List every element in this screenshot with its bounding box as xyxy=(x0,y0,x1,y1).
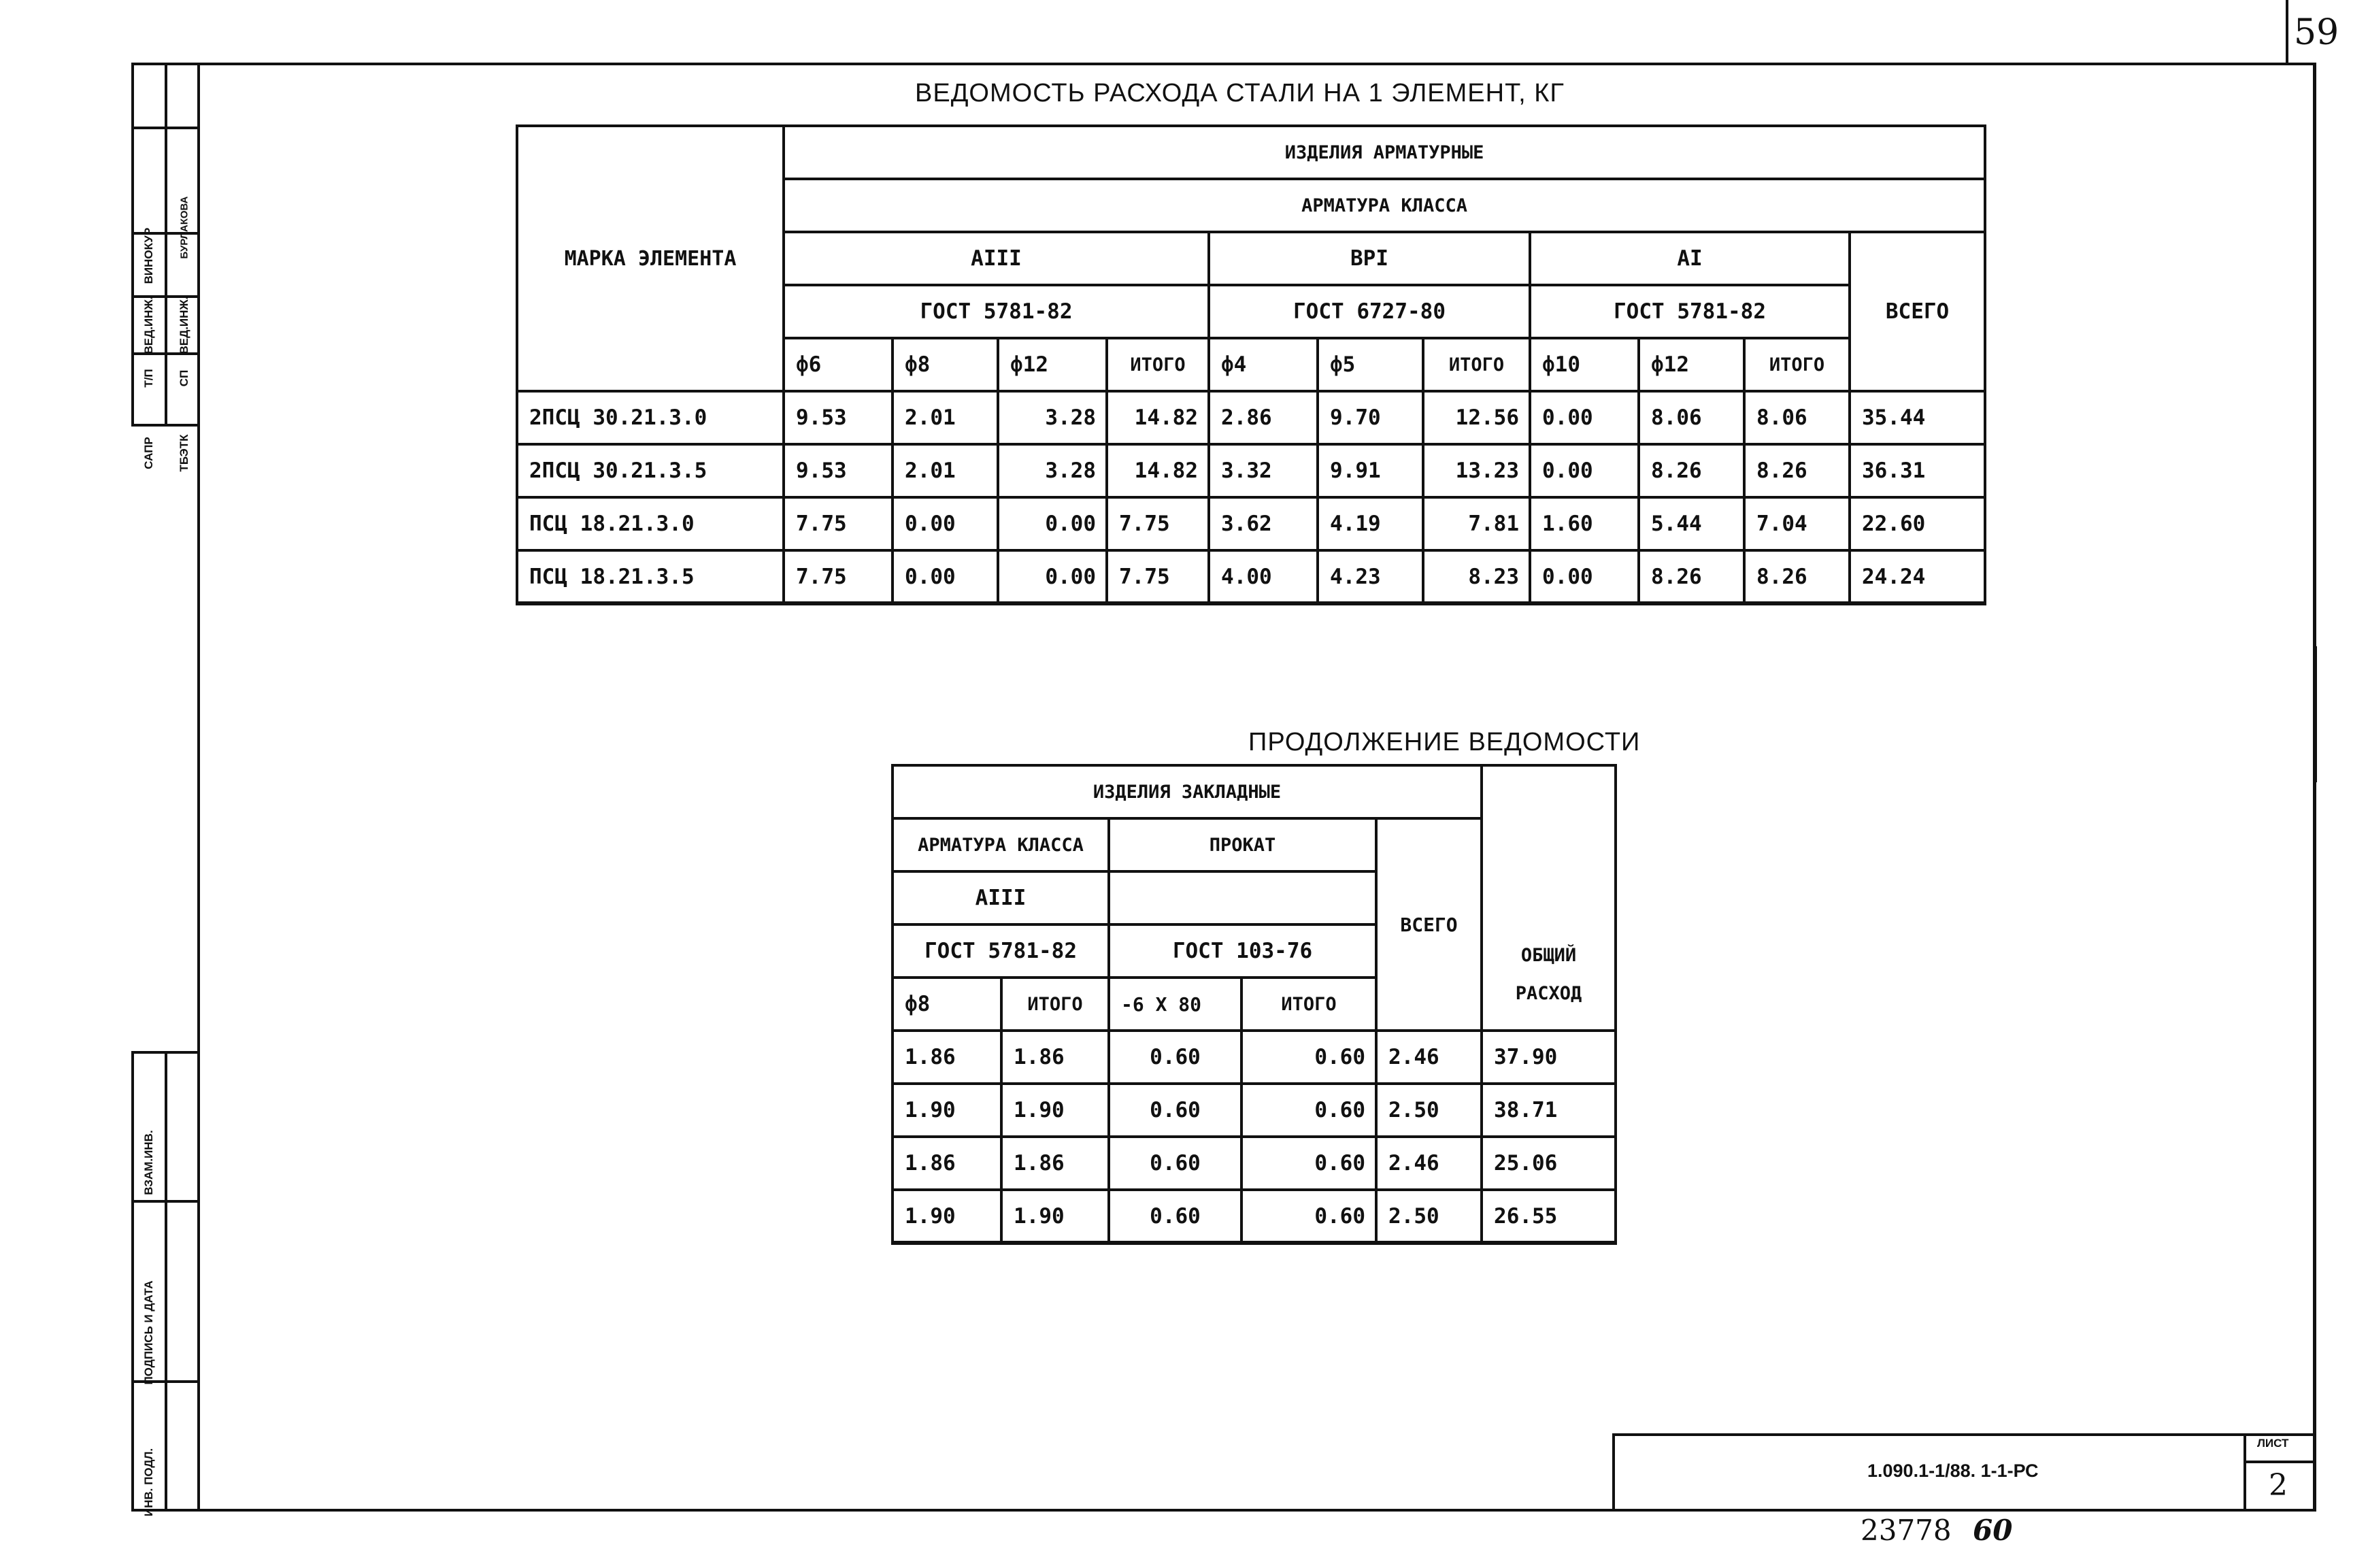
gost-a3-header: ГОСТ 5781-82 xyxy=(893,924,1109,978)
class-a3-header: АIII xyxy=(784,232,1209,285)
value-cell: 8.23 xyxy=(1423,550,1530,603)
value-cell: 9.53 xyxy=(784,444,893,497)
value-cell: 3.28 xyxy=(998,391,1107,444)
page-number-bar xyxy=(2286,0,2288,63)
gost-rolled-header: ГОСТ 103-76 xyxy=(1109,924,1376,978)
sheet-label: ЛИСТ xyxy=(2257,1437,2289,1450)
archive-number: 23778 xyxy=(1861,1514,1952,1547)
value-cell: 0.00 xyxy=(893,550,998,603)
signer-name-3: СП xyxy=(178,369,190,387)
value-cell: 2.46 xyxy=(1376,1031,1482,1084)
table-row xyxy=(517,550,1985,603)
value-cell: 3.28 xyxy=(998,444,1107,497)
total-cell: 35.44 xyxy=(1850,391,1985,444)
subtotal-header: ИТОГО xyxy=(1001,978,1109,1031)
profile-header: -6 Х 80 xyxy=(1109,978,1241,1031)
element-mark: 2ПСЦ 30.21.3.0 xyxy=(517,391,784,444)
value-cell: 8.26 xyxy=(1744,550,1850,603)
diameter-header: ф8 xyxy=(893,338,998,391)
table-row xyxy=(517,444,1985,497)
gost-vr1-header: ГОСТ 6727-80 xyxy=(1209,285,1530,338)
value-cell: 0.60 xyxy=(1241,1190,1376,1243)
reinforcement-class-header: АРМАТУРА КЛАССА xyxy=(893,818,1109,871)
signer-role-2: ВЕД.ИНЖ. xyxy=(142,296,155,354)
diameter-header: ф10 xyxy=(1530,338,1639,391)
value-cell: 2.86 xyxy=(1209,391,1318,444)
value-cell: 1.86 xyxy=(893,1137,1001,1190)
value-cell: 13.23 xyxy=(1423,444,1530,497)
overall-cell: 37.90 xyxy=(1482,1031,1616,1084)
value-cell: 0.60 xyxy=(1109,1084,1241,1137)
total-header: ВСЕГО xyxy=(1850,232,1985,391)
value-cell: 1.86 xyxy=(893,1031,1001,1084)
reinforcement-class-header: АРМАТУРА КЛАССА xyxy=(784,179,1985,232)
overall-cell: 26.55 xyxy=(1482,1190,1616,1243)
value-cell: 1.90 xyxy=(1001,1084,1109,1137)
strip-column-divider xyxy=(165,1054,167,1509)
title-block-divider xyxy=(2244,1433,2246,1512)
continuation-title: ПРОДОЛЖЕНИЕ ВЕДОМОСТИ xyxy=(1248,728,1641,756)
value-cell: 4.00 xyxy=(1209,550,1318,603)
strip-column-divider xyxy=(165,65,167,424)
frame-right-mark xyxy=(2313,646,2317,782)
replacement-inventory-label: ВЗАМ.ИНВ. xyxy=(142,1130,155,1195)
value-cell: 0.00 xyxy=(893,497,998,550)
gost-a1-header: ГОСТ 5781-82 xyxy=(1530,285,1850,338)
value-cell: 1.86 xyxy=(1001,1031,1109,1084)
value-cell: 8.26 xyxy=(1639,444,1744,497)
value-cell: 8.06 xyxy=(1744,391,1850,444)
left-signature-strip xyxy=(131,63,200,472)
value-cell: 8.26 xyxy=(1639,550,1744,603)
total-cell: 22.60 xyxy=(1850,497,1985,550)
value-cell: 0.60 xyxy=(1109,1031,1241,1084)
value-cell: 12.56 xyxy=(1423,391,1530,444)
value-cell: 5.44 xyxy=(1639,497,1744,550)
embedded-products-header: ИЗДЕЛИЯ ЗАКЛАДНЫЕ xyxy=(893,765,1482,818)
element-mark: 2ПСЦ 30.21.3.5 xyxy=(517,444,784,497)
steel-consumption-table xyxy=(516,124,1986,605)
page-number: 59 xyxy=(2294,12,2339,53)
value-cell: 2.50 xyxy=(1376,1084,1482,1137)
value-cell: 7.81 xyxy=(1423,497,1530,550)
value-cell: 7.75 xyxy=(784,550,893,603)
value-cell: 0.60 xyxy=(1109,1190,1241,1243)
total-header: ВСЕГО xyxy=(1376,818,1482,1031)
value-cell: 1.90 xyxy=(1001,1190,1109,1243)
gost-a3-header: ГОСТ 5781-82 xyxy=(784,285,1209,338)
diameter-header: ф4 xyxy=(1209,338,1318,391)
value-cell: 0.00 xyxy=(1530,550,1639,603)
diameter-header: ф12 xyxy=(998,338,1107,391)
diameter-header: ф8 xyxy=(893,978,1001,1031)
value-cell: 14.82 xyxy=(1107,444,1209,497)
value-cell: 2.01 xyxy=(893,391,998,444)
value-cell: 9.53 xyxy=(784,391,893,444)
subtotal-header: ИТОГО xyxy=(1107,338,1209,391)
subtotal-header: ИТОГО xyxy=(1241,978,1376,1031)
value-cell: 0.00 xyxy=(998,550,1107,603)
value-cell: 4.19 xyxy=(1318,497,1423,550)
value-cell: 3.62 xyxy=(1209,497,1318,550)
value-cell: 0.00 xyxy=(1530,391,1639,444)
embedded-products-table xyxy=(891,764,1617,1245)
signer-name-4: ТБЭТК xyxy=(178,434,190,472)
value-cell: 0.00 xyxy=(998,497,1107,550)
table-row xyxy=(893,1084,1616,1137)
value-cell: 0.60 xyxy=(1241,1031,1376,1084)
value-cell: 2.50 xyxy=(1376,1190,1482,1243)
overall-consumption-label xyxy=(1482,945,1616,1031)
value-cell: 7.04 xyxy=(1744,497,1850,550)
signer-name-1: БУРЛАКОВА xyxy=(178,196,190,259)
left-inventory-strip xyxy=(131,1051,200,1517)
element-mark-header: МАРКА ЭЛЕМЕНТА xyxy=(517,126,784,391)
value-cell: 1.90 xyxy=(893,1190,1001,1243)
sheet-number: 2 xyxy=(2269,1468,2288,1503)
value-cell: 9.70 xyxy=(1318,391,1423,444)
class-a1-header: АI xyxy=(1530,232,1850,285)
table-row xyxy=(517,497,1985,550)
value-cell: 14.82 xyxy=(1107,391,1209,444)
table-row xyxy=(893,1137,1616,1190)
archive-suffix: 60 xyxy=(1973,1514,2013,1547)
value-cell: 1.60 xyxy=(1530,497,1639,550)
main-title: ВЕДОМОСТЬ РАСХОДА СТАЛИ НА 1 ЭЛЕМЕНТ, КГ xyxy=(915,79,1565,107)
value-cell: 1.90 xyxy=(893,1084,1001,1137)
sheet-label-divider xyxy=(2244,1461,2316,1463)
signer-name-2: ВЕД.ИНЖ. xyxy=(178,296,190,354)
diameter-header: ф5 xyxy=(1318,338,1423,391)
document-code: 1.090.1-1/88. 1-1-РС xyxy=(1867,1461,2039,1481)
total-cell: 24.24 xyxy=(1850,550,1985,603)
value-cell: 1.86 xyxy=(1001,1137,1109,1190)
value-cell: 2.46 xyxy=(1376,1137,1482,1190)
element-mark: ПСЦ 18.21.3.0 xyxy=(517,497,784,550)
value-cell: 4.23 xyxy=(1318,550,1423,603)
subtotal-header: ИТОГО xyxy=(1423,338,1530,391)
value-cell: 0.00 xyxy=(1530,444,1639,497)
overall-line1: ОБЩИЙ xyxy=(1520,945,1577,966)
value-cell: 0.60 xyxy=(1241,1137,1376,1190)
subtotal-header: ИТОГО xyxy=(1744,338,1850,391)
value-cell: 0.60 xyxy=(1241,1084,1376,1137)
value-cell: 8.06 xyxy=(1639,391,1744,444)
signer-role-1: ВИНОКУР xyxy=(142,227,155,284)
value-cell: 9.91 xyxy=(1318,444,1423,497)
overall-cell: 38.71 xyxy=(1482,1084,1616,1137)
total-cell: 36.31 xyxy=(1850,444,1985,497)
table-row xyxy=(893,1031,1616,1084)
value-cell: 8.26 xyxy=(1744,444,1850,497)
class-vr1-header: ВРI xyxy=(1209,232,1530,285)
element-mark: ПСЦ 18.21.3.5 xyxy=(517,550,784,603)
reinforcement-products-header: ИЗДЕЛИЯ АРМАТУРНЫЕ xyxy=(784,126,1985,179)
overall-cell: 25.06 xyxy=(1482,1137,1616,1190)
signature-date-label: ПОДПИСЬ И ДАТА xyxy=(142,1280,155,1385)
table-row xyxy=(517,391,1985,444)
signer-role-4: САПР xyxy=(142,437,155,469)
signer-role-3: Т/П xyxy=(142,369,155,388)
value-cell: 2.01 xyxy=(893,444,998,497)
value-cell: 7.75 xyxy=(1107,497,1209,550)
value-cell: 7.75 xyxy=(1107,550,1209,603)
value-cell: 3.32 xyxy=(1209,444,1318,497)
value-cell: 0.60 xyxy=(1109,1137,1241,1190)
diameter-header: ф12 xyxy=(1639,338,1744,391)
strip-row-line xyxy=(134,127,197,129)
rolled-steel-header: ПРОКАТ xyxy=(1109,818,1376,871)
rolled-class-blank xyxy=(1109,871,1376,924)
class-a3-header: АIII xyxy=(893,871,1109,924)
diameter-header: ф6 xyxy=(784,338,893,391)
value-cell: 7.75 xyxy=(784,497,893,550)
original-inventory-label: ИНВ. ПОДЛ. xyxy=(142,1448,155,1517)
overall-line2: РАСХОД xyxy=(1515,983,1582,1004)
table-row xyxy=(893,1190,1616,1243)
